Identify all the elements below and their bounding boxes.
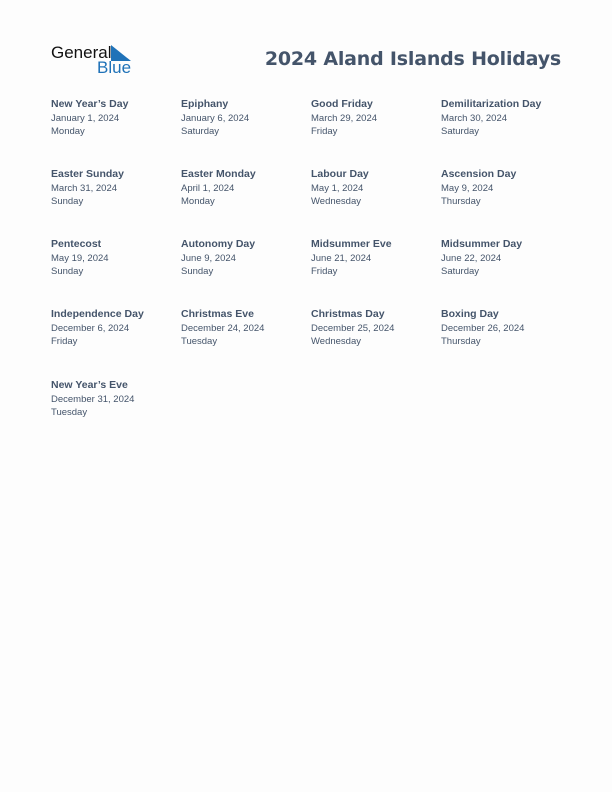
holiday-item	[311, 98, 439, 139]
holiday-name: Midsummer Eve	[311, 238, 392, 250]
holiday-item	[51, 168, 179, 209]
holiday-weekday: Friday	[311, 126, 338, 137]
holiday-name: Midsummer Day	[441, 238, 523, 250]
holiday-weekday: Thursday	[441, 336, 481, 347]
holiday-date: April 1, 2024	[181, 182, 235, 194]
holiday-item	[51, 308, 179, 349]
holiday-weekday: Monday	[181, 196, 215, 207]
holiday-date: December 24, 2024	[181, 322, 265, 334]
holiday-weekday: Saturday	[441, 126, 480, 137]
holiday-weekday: Saturday	[181, 126, 220, 137]
holiday-item	[181, 238, 309, 279]
holiday-date: May 1, 2024	[311, 182, 364, 194]
holiday-date: December 31, 2024	[51, 393, 135, 405]
holiday-item	[51, 238, 179, 279]
holiday-date: May 19, 2024	[51, 252, 109, 264]
holiday-name: Christmas Eve	[181, 308, 254, 320]
holiday-date: June 9, 2024	[181, 252, 236, 264]
holiday-date: January 6, 2024	[181, 112, 250, 124]
holiday-weekday: Tuesday	[51, 407, 88, 418]
logo-text-general: General	[51, 43, 112, 62]
holiday-item	[181, 98, 309, 139]
holiday-date: December 25, 2024	[311, 322, 395, 334]
holiday-name: Christmas Day	[311, 308, 385, 320]
holiday-item	[441, 238, 569, 279]
holiday-name: Boxing Day	[441, 308, 499, 320]
holiday-name: Demilitarization Day	[441, 98, 542, 110]
holiday-name: Good Friday	[311, 98, 373, 110]
holiday-name: Labour Day	[311, 168, 369, 180]
holiday-weekday: Friday	[51, 336, 78, 347]
holiday-date: March 31, 2024	[51, 182, 118, 194]
holiday-name: New Year’s Eve	[51, 379, 128, 391]
holiday-item	[311, 308, 439, 349]
holiday-name: Epiphany	[181, 98, 229, 110]
generalblue-logo	[51, 43, 133, 77]
holiday-weekday: Sunday	[51, 196, 84, 207]
holiday-date: December 6, 2024	[51, 322, 130, 334]
holiday-weekday: Friday	[311, 266, 338, 277]
holiday-weekday: Monday	[51, 126, 85, 137]
holiday-weekday: Tuesday	[181, 336, 218, 347]
holiday-item	[51, 379, 179, 420]
holiday-date: June 21, 2024	[311, 252, 372, 264]
holiday-item	[311, 238, 439, 279]
holiday-item	[311, 168, 439, 209]
holiday-name: Ascension Day	[441, 168, 517, 180]
holiday-date: May 9, 2024	[441, 182, 494, 194]
holiday-weekday: Sunday	[51, 266, 84, 277]
holiday-item	[181, 168, 309, 209]
holiday-name: Easter Sunday	[51, 168, 124, 180]
holiday-name: Independence Day	[51, 308, 144, 320]
holiday-weekday: Wednesday	[311, 196, 361, 207]
holiday-weekday: Sunday	[181, 266, 214, 277]
holiday-weekday: Thursday	[441, 196, 481, 207]
holiday-date: March 29, 2024	[311, 112, 378, 124]
holiday-weekday: Saturday	[441, 266, 480, 277]
holiday-item	[441, 308, 569, 349]
holiday-date: December 26, 2024	[441, 322, 525, 334]
holiday-name: Easter Monday	[181, 168, 256, 180]
holiday-item	[441, 168, 569, 209]
holiday-item	[51, 98, 179, 139]
holiday-name: New Year’s Day	[51, 98, 129, 110]
holiday-item	[181, 308, 309, 349]
holiday-date: June 22, 2024	[441, 252, 502, 264]
page-title: 2024 Aland Islands Holidays	[264, 48, 561, 70]
holiday-name: Pentecost	[51, 238, 102, 250]
holiday-date: March 30, 2024	[441, 112, 508, 124]
holiday-date: January 1, 2024	[51, 112, 120, 124]
holiday-name: Autonomy Day	[181, 238, 256, 250]
logo-text-blue: Blue	[97, 58, 132, 77]
holiday-item	[441, 98, 569, 139]
holiday-weekday: Wednesday	[311, 336, 361, 347]
